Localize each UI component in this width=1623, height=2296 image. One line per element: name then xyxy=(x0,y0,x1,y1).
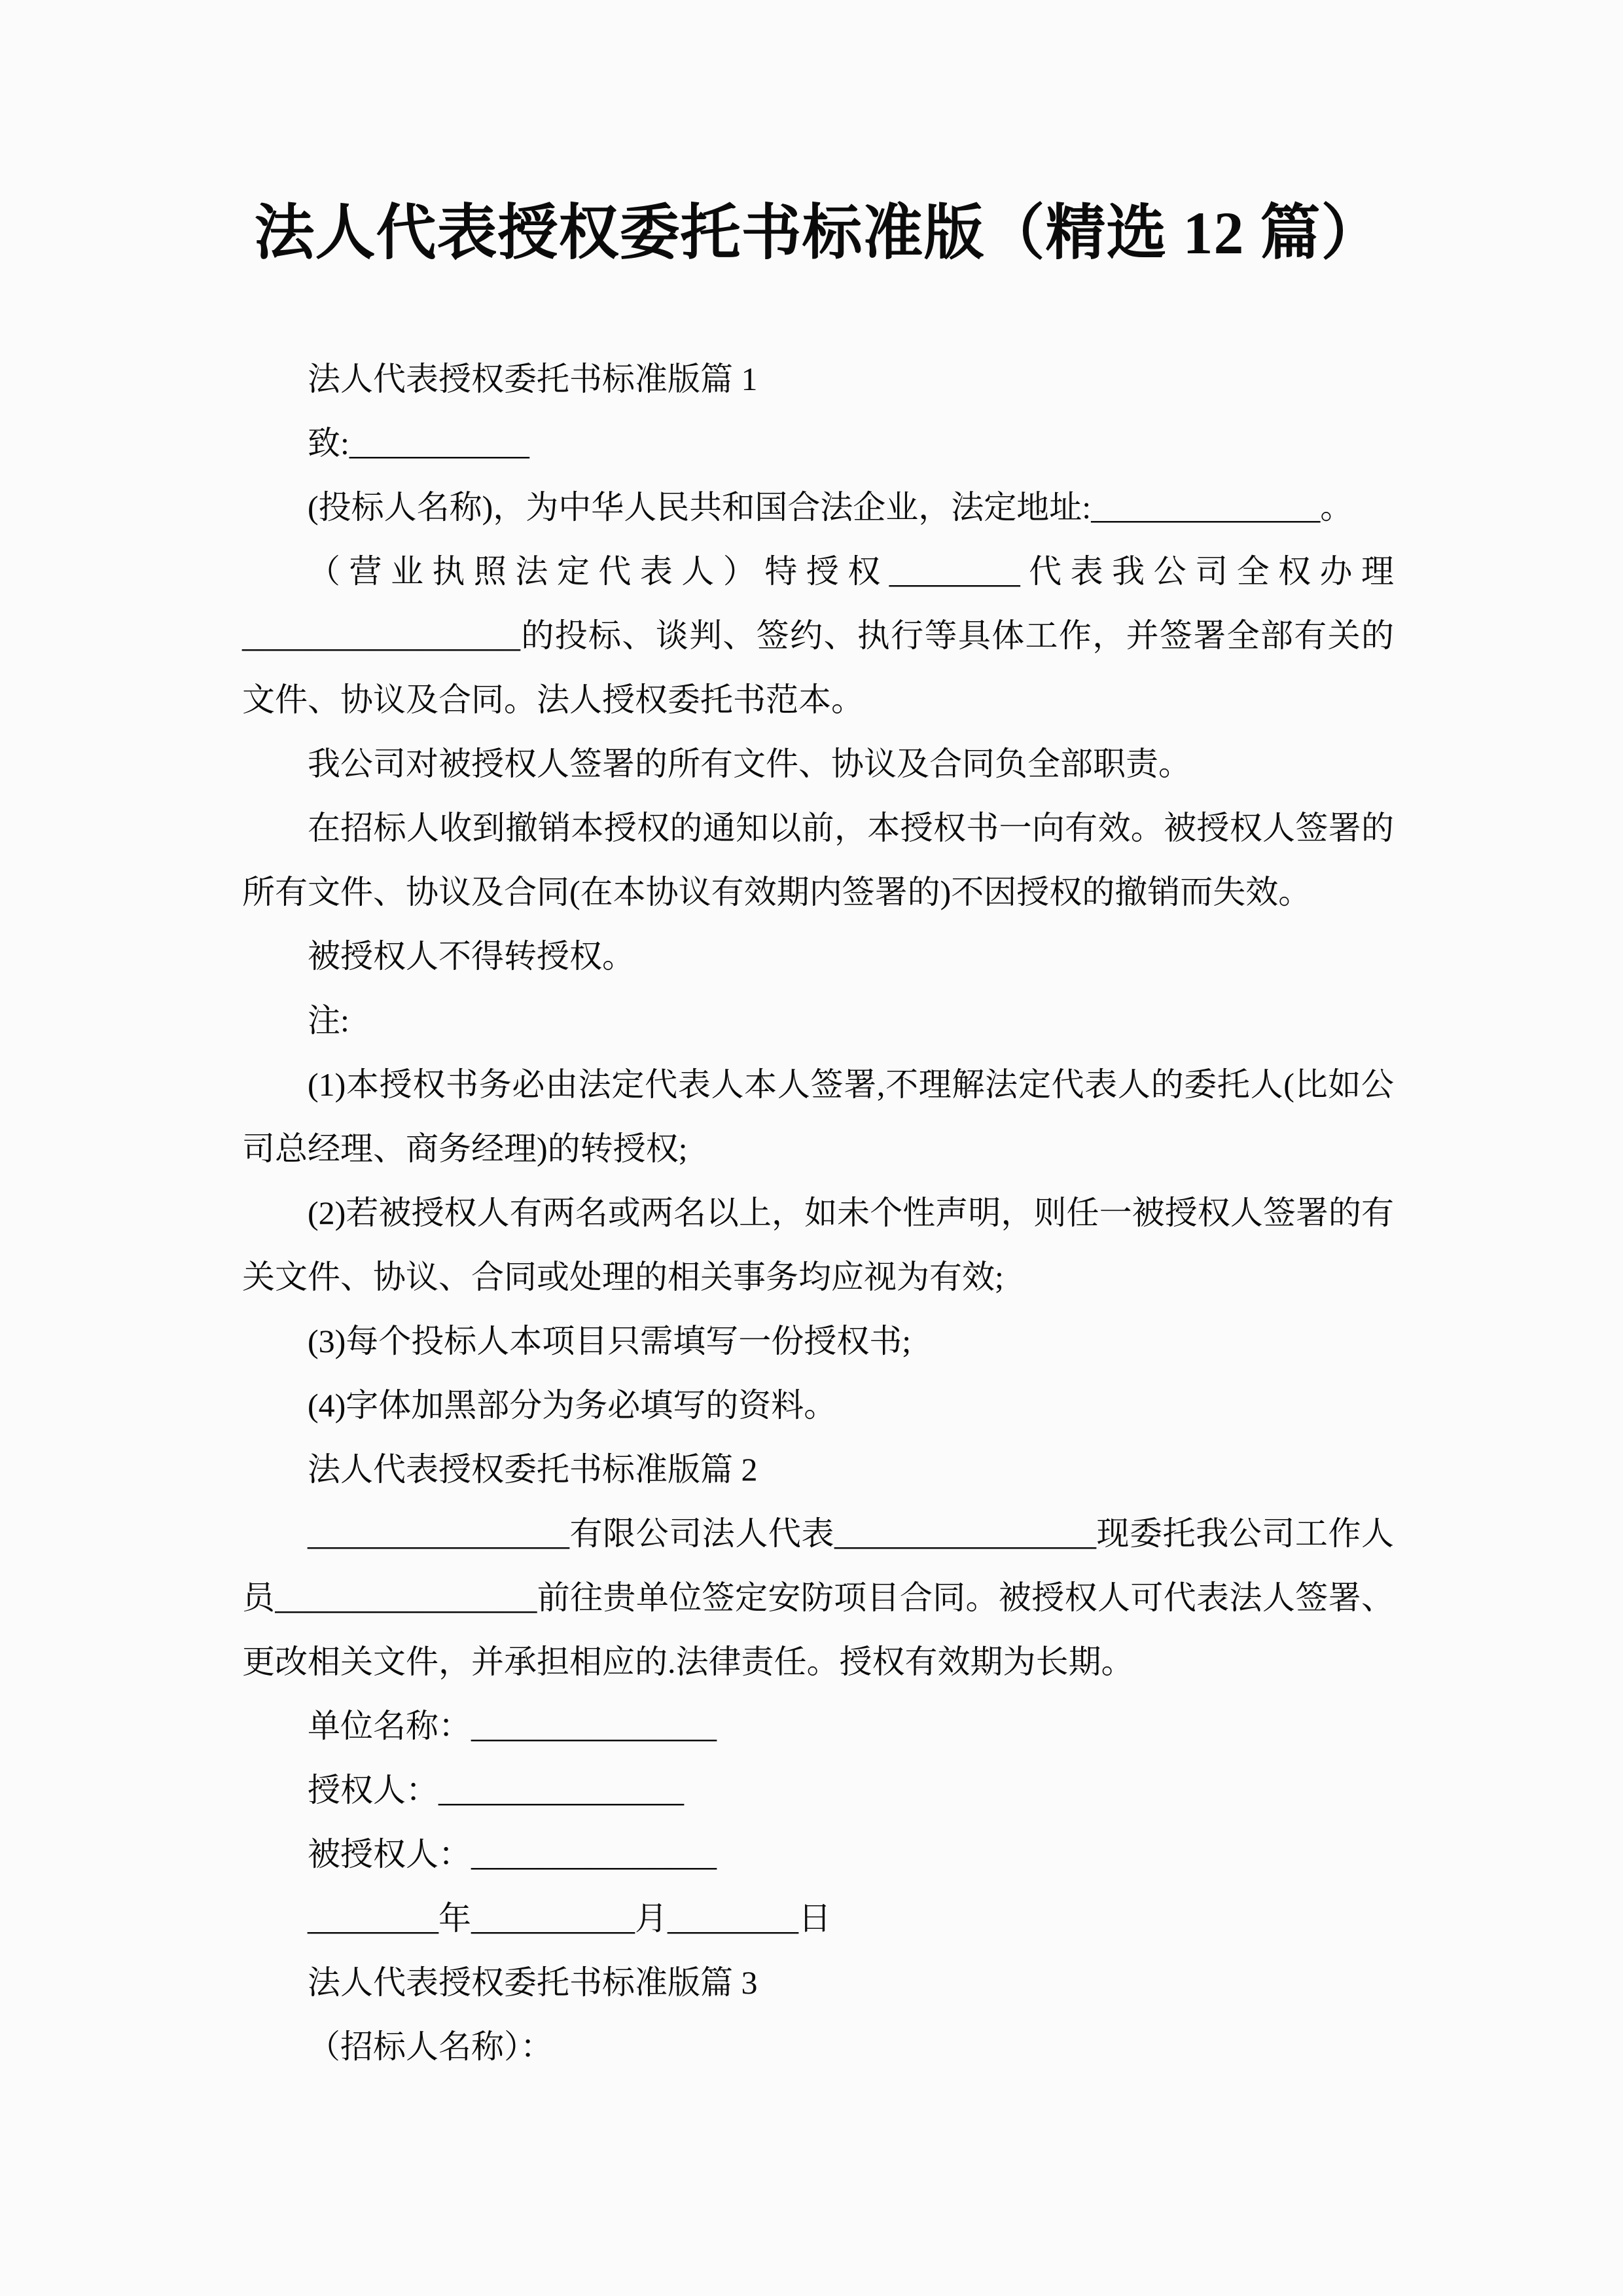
no-delegation-paragraph: 被授权人不得转授权。 xyxy=(308,938,635,975)
date-line: ________年__________月________日 xyxy=(308,1900,831,1937)
tenderee-name-line: （招标人名称）： xyxy=(308,2028,553,2065)
document-body xyxy=(242,347,1394,2079)
responsibility-paragraph: 我公司对被授权人签署的所有文件、协议及合同负全部职责。 xyxy=(308,745,1191,782)
bidder-name-line: (投标人名称)，为中华人民共和国合法企业，法定地址:______________。 xyxy=(308,489,1353,526)
note-item-4: (4)字体加黑部分为务必填写的资料。 xyxy=(308,1387,837,1424)
unit-name-line: 单位名称：_______________ xyxy=(308,1708,717,1744)
authorization-scope-paragraph: （营业执照法定代表人）特授权________代表我公司全权办理_________________的投标、谈判、签约、执行等具体工作，并签署全部有关的文件、协议及合同。法人授权委托书范本。 xyxy=(242,553,1394,718)
authorizer-line: 授权人：_______________ xyxy=(308,1772,684,1808)
note-item-3: (3)每个投标人本项目只需填写一份授权书; xyxy=(308,1323,912,1359)
validity-paragraph: 在招标人收到撤销本授权的通知以前，本授权书一向有效。被授权人签署的所有文件、协议及合同(在本协议有效期内签署的)不因授权的撤销而失效。 xyxy=(242,810,1394,910)
section-heading-part1: 法人代表授权委托书标准版篇 1 xyxy=(308,361,758,397)
note-item-1: (1)本授权书务必由法定代表人本人签署,不理解法定代表人的委托人(比如公司总经理、商务经理)的转授权; xyxy=(242,1066,1394,1167)
section-heading-part3: 法人代表授权委托书标准版篇 3 xyxy=(308,1964,758,2001)
note-item-2: (2)若被授权人有两名或两名以上，如未个性声明，则任一被授权人签署的有关文件、协议、合同或处理的相关事务均应视为有效; xyxy=(242,1194,1394,1295)
section-heading-part2: 法人代表授权委托书标准版篇 2 xyxy=(308,1451,758,1488)
page-title: 法人代表授权委托书标准版（精选 12 篇） xyxy=(254,200,1382,266)
notes-label: 注: xyxy=(308,1002,349,1039)
authorizee-line: 被授权人：_______________ xyxy=(308,1836,717,1873)
entrust-paragraph: ________________有限公司法人代表________________现委托我公司工作人员________________前往贵单位签定安防项目合同。被授权人可代表法人签署、更改相关文件，并承担相应的.法律责任。授权有效期为长期。 xyxy=(242,1515,1394,1680)
salutation-line: 致:___________ xyxy=(308,425,529,461)
